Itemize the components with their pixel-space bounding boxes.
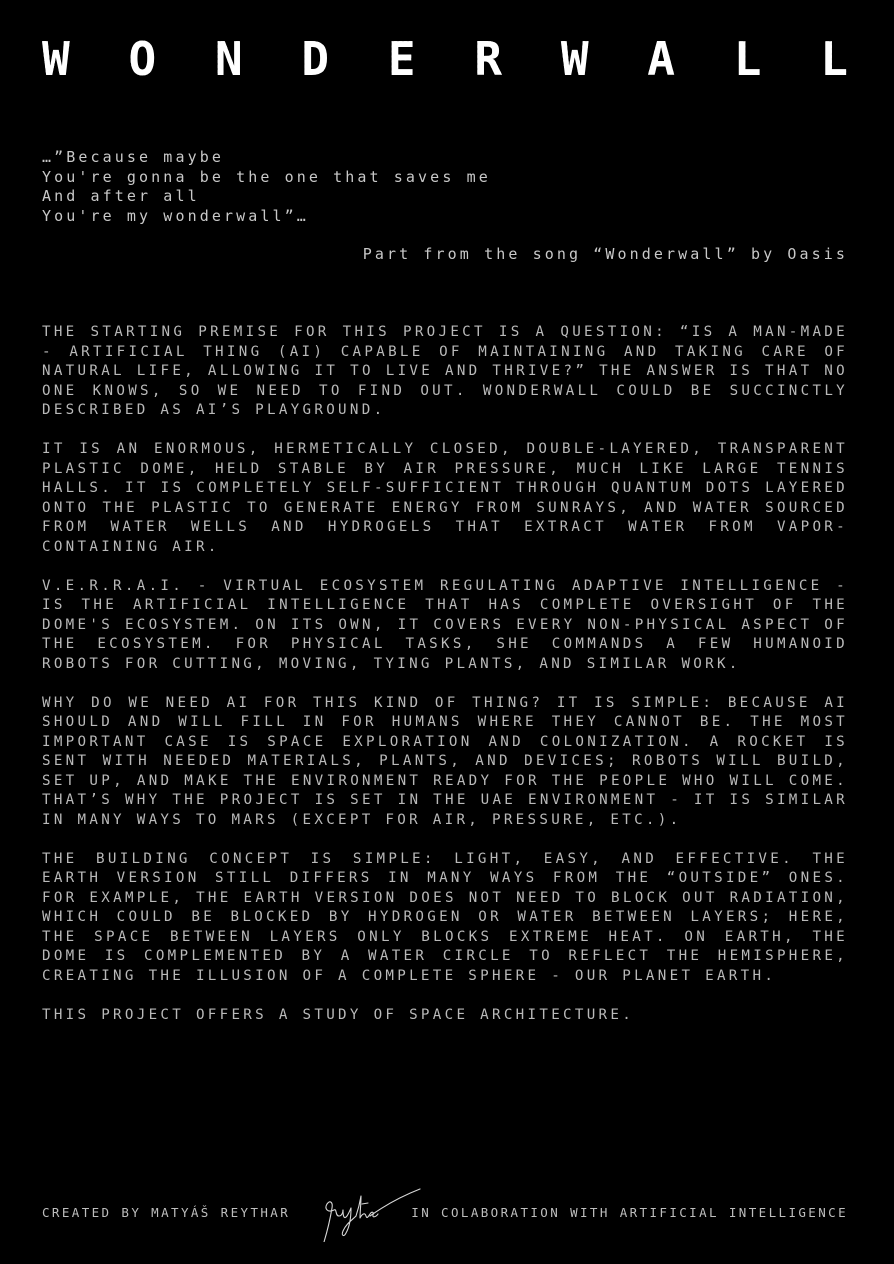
quote-credit: Part from the song “Wonderwall” by Oasis <box>362 245 848 263</box>
project-description <box>42 323 848 1045</box>
page-title <box>42 34 848 84</box>
quote-line: You're my wonderwall”… <box>42 206 309 225</box>
song-quote <box>42 148 848 226</box>
title-letter: W <box>560 32 589 86</box>
title-letter: L <box>820 32 848 86</box>
title-letter: E <box>387 32 416 86</box>
title-letter: O <box>128 32 157 86</box>
author-credit: CREATED BY MATYÁŠ REYTHAR <box>42 1205 291 1220</box>
quote-line: …”Because maybe <box>42 148 224 166</box>
paragraph-premise: THE STARTING PREMISE FOR THIS PROJECT IS A QUESTION: “IS A MAN-MADE - ARTIFICIAL THING (AI) CAPABLE OF MAINTAINING AND TAKING CARE OF NATURAL LIFE, ALLOWING IT TO LIVE AND THRIVE?” THE ANSWER IS THAT NO ONE KNOWS, SO WE NEED TO FIND OUT. WONDERWALL COULD BE SUCCINCTLY DESCRIBED AS AI’S PLAYGROUND. <box>42 324 848 418</box>
footer <box>42 1186 848 1242</box>
title-letter: W <box>42 32 70 86</box>
paragraph-conclusion: THIS PROJECT OFFERS A STUDY OF SPACE ARCHITECTURE. <box>42 1006 635 1023</box>
title-letter: N <box>214 32 243 86</box>
paragraph-why-ai: WHY DO WE NEED AI FOR THIS KIND OF THING? IT IS SIMPLE: BECAUSE AI SHOULD AND WILL FILL IN FOR HUMANS WHERE THEY CANNOT BE. THE MOST IMPORTANT CASE IS SPACE EXPLORATION AND COLONIZATION. A ROCKET IS SENT WITH NEEDED MATERIALS, PLANTS, AND DEVICES; ROBOTS WILL BUILD, SET UP, AND MAKE THE ENVIRONMENT READY FOR THE PEOPLE WHO WILL COME. THAT’S WHY THE PROJECT IS SET IN THE UAE ENVIRONMENT - IT IS SIMILAR IN MANY WAYS TO MARS (EXCEPT FOR AIR, PRESSURE, ETC.). <box>42 694 848 828</box>
quote-line: And after all <box>42 187 200 205</box>
poster-page <box>42 0 848 1264</box>
paragraph-verrai: V.E.R.R.A.I. - VIRTUAL ECOSYSTEM REGULATING ADAPTIVE INTELLIGENCE - IS THE ARTIFICIAL INTELLIGENCE THAT HAS COMPLETE OVERSIGHT OF THE DOME'S ECOSYSTEM. ON ITS OWN, IT COVERS EVERY NON-PHYSICAL ASPECT OF THE ECOSYSTEM. FOR PHYSICAL TASKS, SHE COMMANDS A FEW HUMANOID ROBOTS FOR CUTTING, MOVING, TYING PLANTS, AND SIMILAR WORK. <box>42 577 848 672</box>
collaboration-credit: IN COLABORATION WITH ARTIFICIAL INTELLIGENCE <box>411 1205 848 1220</box>
paragraph-dome: IT IS AN ENORMOUS, HERMETICALLY CLOSED, DOUBLE-LAYERED, TRANSPARENT PLASTIC DOME, HELD STABLE BY AIR PRESSURE, MUCH LIKE LARGE TENNIS HALLS. IT IS COMPLETELY SELF-SUFFICIENT THROUGH QUANTUM DOTS LAYERED ONTO THE PLASTIC TO GENERATE ENERGY FROM SUNRAYS, AND WATER SOURCED FROM WATER WELLS AND HYDROGELS THAT EXTRACT WATER FROM VAPOR-CONTAINING AIR. <box>42 441 848 555</box>
title-letter: D <box>301 32 330 86</box>
paragraph-building-concept: THE BUILDING CONCEPT IS SIMPLE: LIGHT, EASY, AND EFFECTIVE. THE EARTH VERSION STILL DIFFERS IN MANY WAYS FROM THE “OUTSIDE” ONES. FOR EXAMPLE, THE EARTH VERSION DOES NOT NEED TO BLOCK OUT RADIATION, WHICH COULD BE BLOCKED BY HYDROGEN OR WATER BETWEEN LAYERS; HERE, THE SPACE BETWEEN LAYERS ONLY BLOCKS EXTREME HEAT. ON EARTH, THE DOME IS COMPLEMENTED BY A WATER CIRCLE TO REFLECT THE HEMISPHERE, CREATING THE ILLUSION OF A COMPLETE SPHERE - OUR PLANET EARTH. <box>42 850 848 984</box>
signature-icon <box>310 1186 422 1242</box>
quote-line: You're gonna be the one that saves me <box>42 167 491 186</box>
title-letter: R <box>474 32 503 86</box>
title-letter: L <box>733 32 762 86</box>
title-letter: A <box>647 32 675 86</box>
